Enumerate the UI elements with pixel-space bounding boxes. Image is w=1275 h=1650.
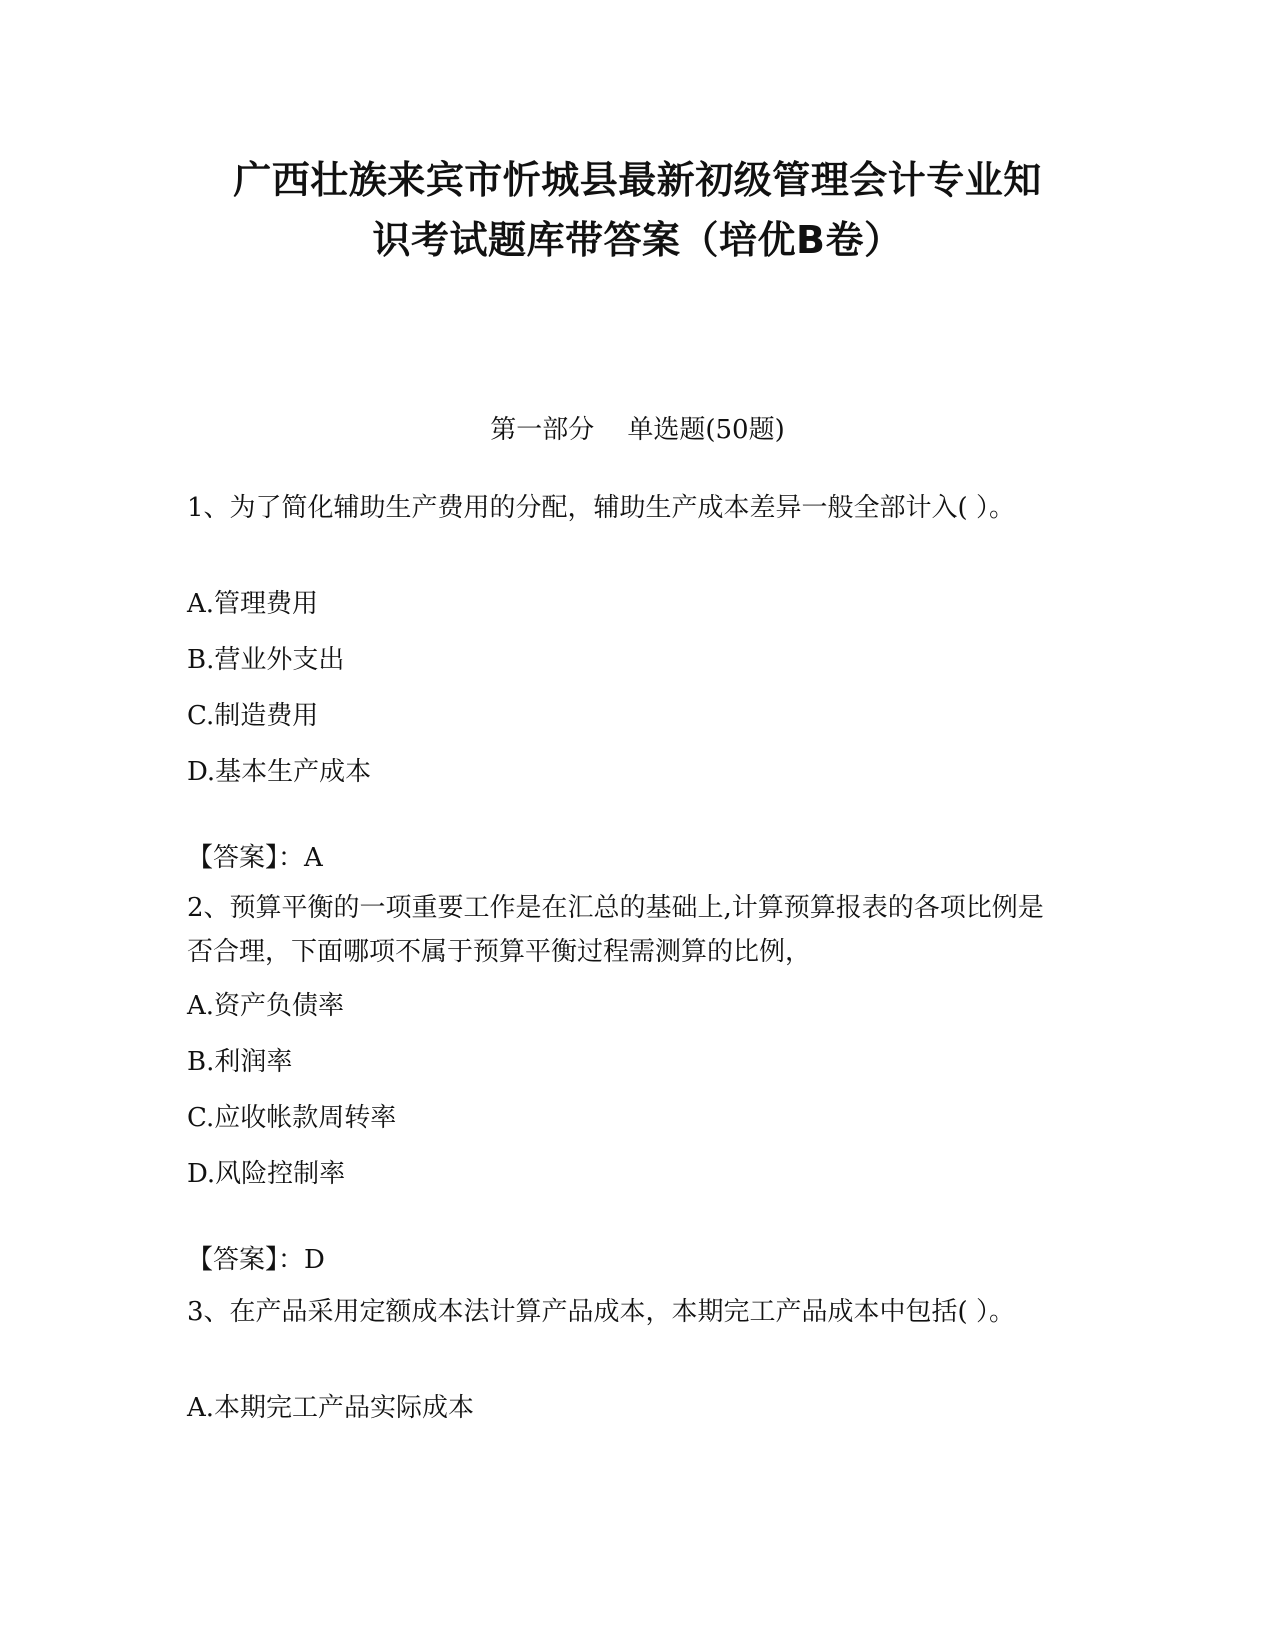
option-b: B.利润率 — [187, 1047, 293, 1077]
question-3-text: 3、在产品采用定额成本法计算产品成本，本期完工产品成本中包括( ）。 — [187, 1297, 1015, 1327]
document-title — [150, 150, 1125, 270]
question-2-text: 2、预算平衡的一项重要工作是在汇总的基础上,计算预算报表的各项比例是否合理，下面哪项不属于预算平衡过程需测算的比例， — [187, 893, 1044, 967]
option-c: C.制造费用 — [187, 701, 319, 731]
question-2 — [187, 886, 1067, 974]
question-1-text: 1、为了简化辅助生产费用的分配，辅助生产成本差异一般全部计入( ）。 — [187, 493, 1015, 523]
title-line-1: 广西壮族来宾市忻城县最新初级管理会计专业知 — [233, 158, 1042, 202]
question-3 — [187, 1290, 1067, 1334]
question-2-answer: 【答案】：D — [187, 1245, 325, 1275]
option-b: B.营业外支出 — [187, 645, 345, 675]
option-a: A.本期完工产品实际成本 — [187, 1393, 475, 1423]
option-a: A.管理费用 — [187, 589, 319, 619]
question-1-options — [187, 576, 1067, 800]
question-3-options — [187, 1380, 1067, 1436]
option-d: D.风险控制率 — [187, 1159, 346, 1189]
question-2-options — [187, 978, 1067, 1202]
option-a: A.资产负债率 — [187, 991, 345, 1021]
section-title: 第一部分 单选题(50题) — [490, 415, 785, 445]
question-1 — [187, 486, 1067, 530]
question-1-answer: 【答案】：A — [187, 843, 323, 873]
title-line-2: 识考试题库带答案（培优B卷） — [372, 218, 903, 262]
option-c: C.应收帐款周转率 — [187, 1103, 397, 1133]
option-d: D.基本生产成本 — [187, 757, 372, 787]
